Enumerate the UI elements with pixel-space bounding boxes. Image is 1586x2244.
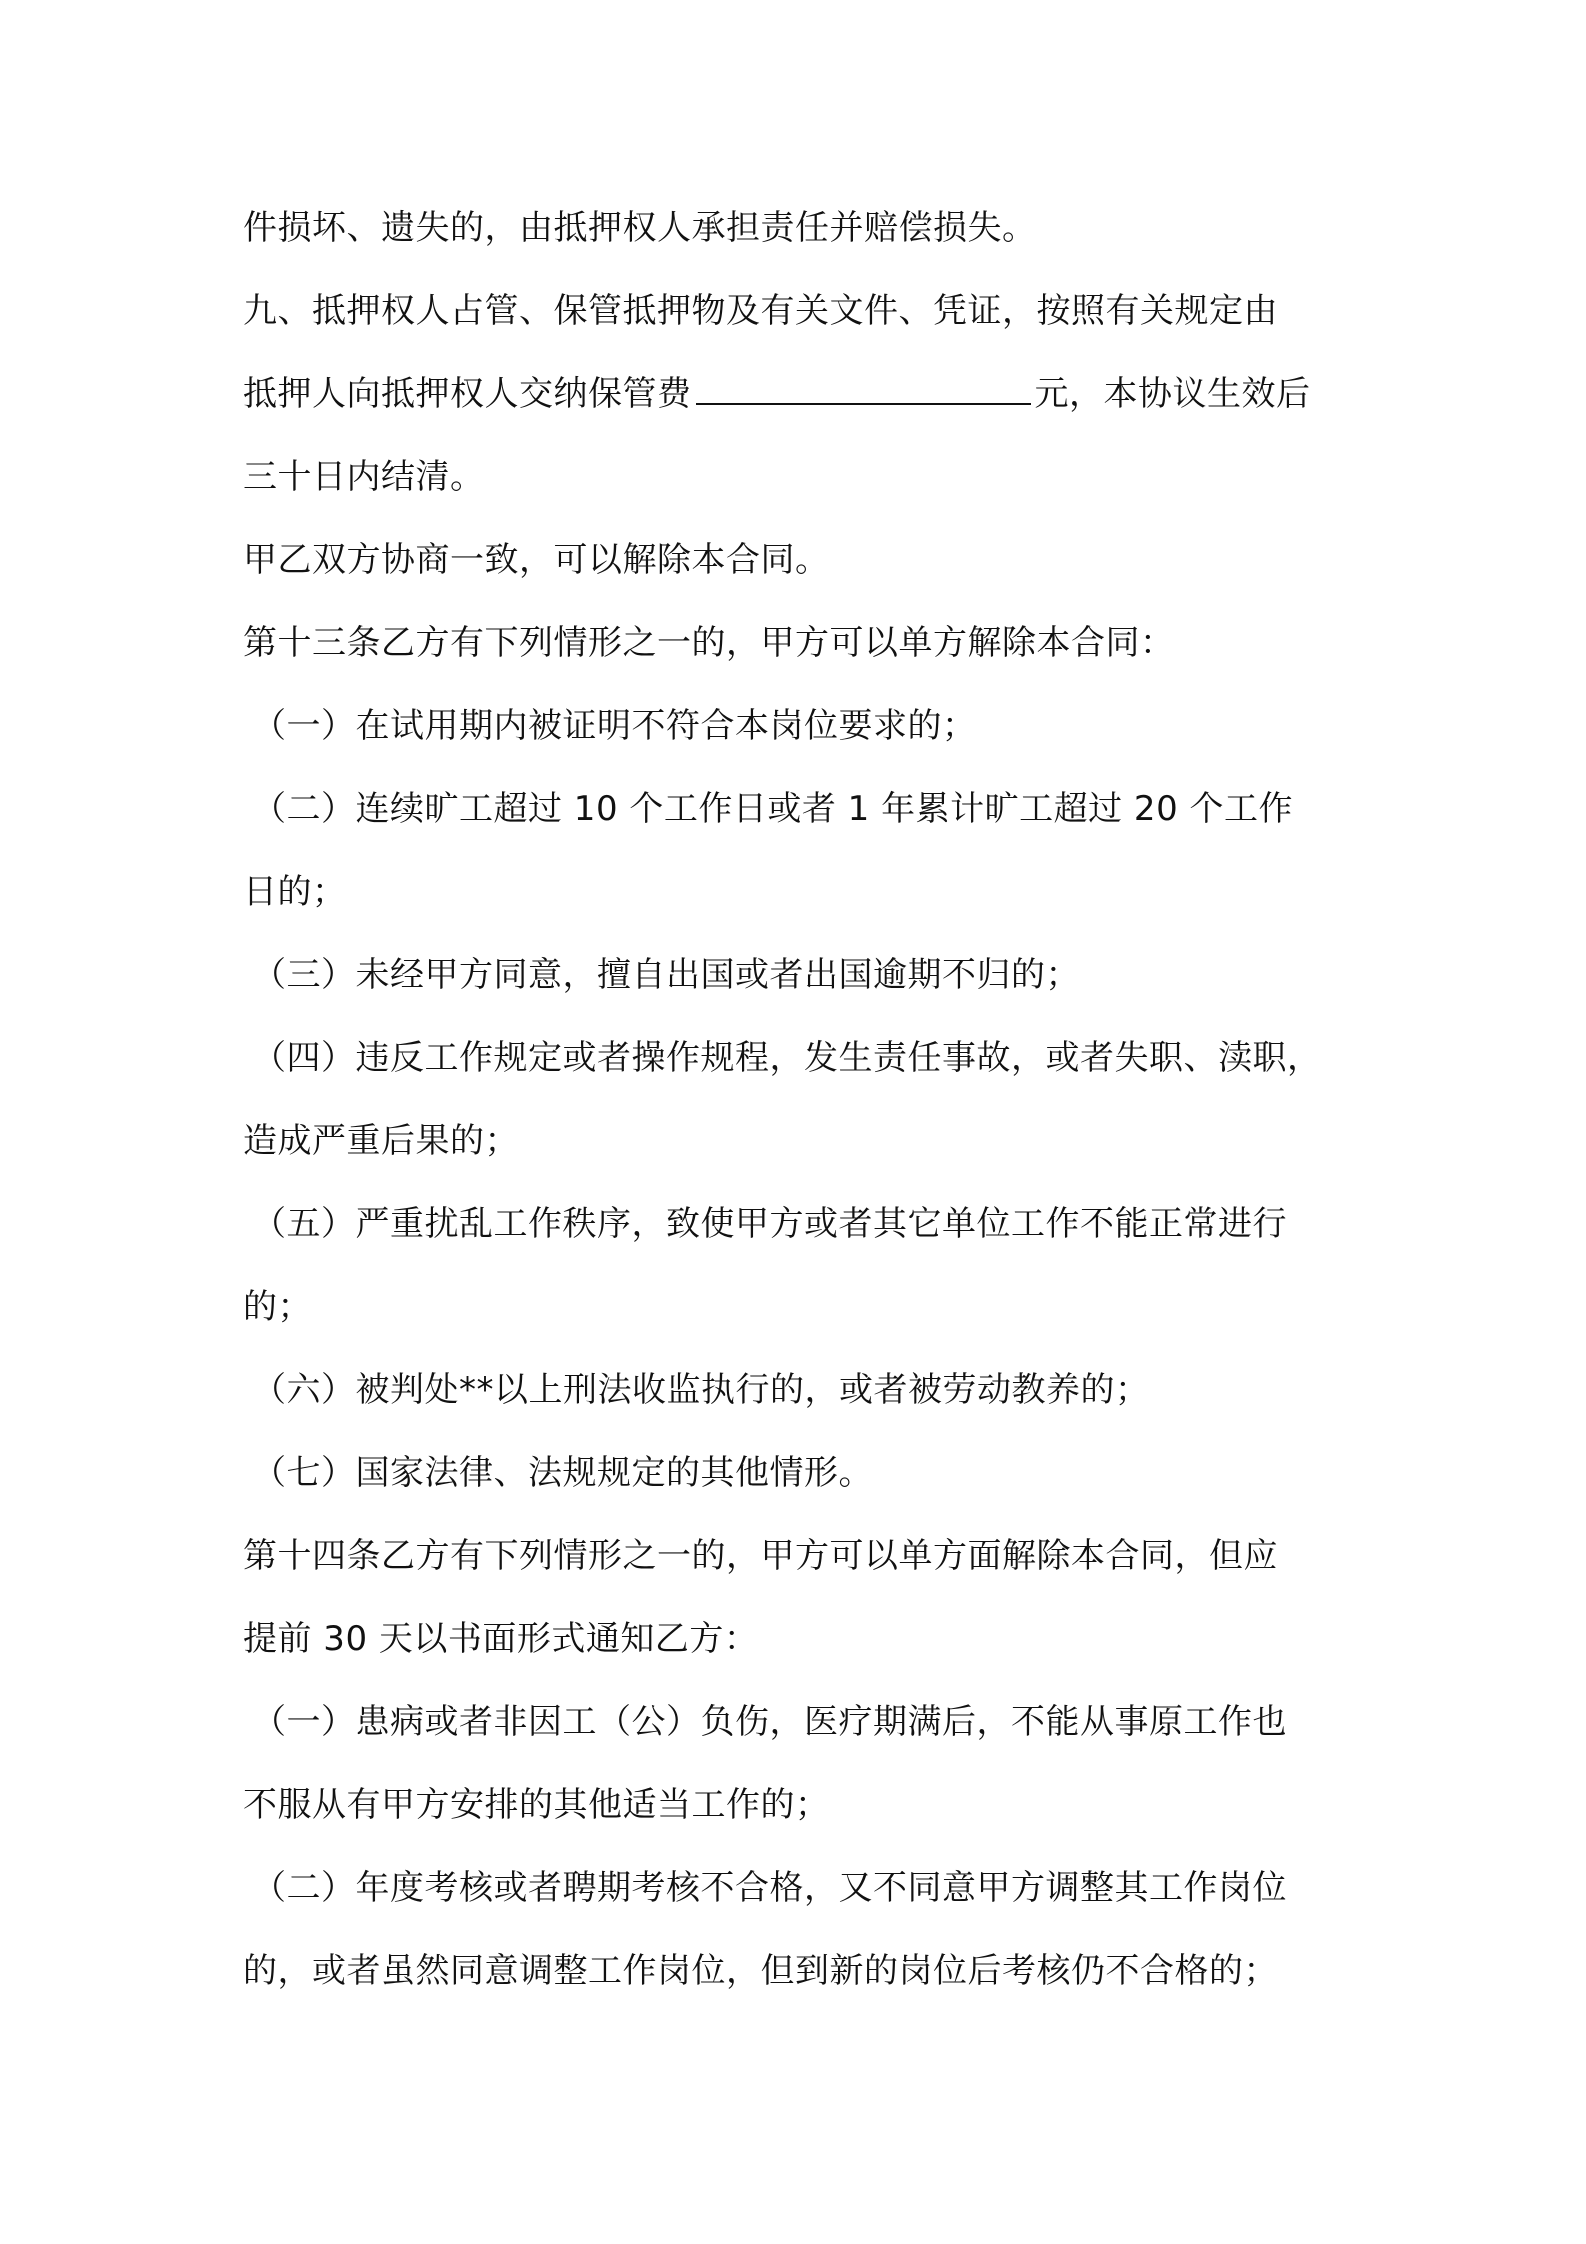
text-line-with-blank bbox=[243, 372, 1311, 416]
text-line: 第十三条乙方有下列情形之一的，甲方可以单方解除本合同： bbox=[243, 623, 1175, 663]
text-line: （六）被判处**以上刑法收监执行的，或者被劳动教养的； bbox=[252, 1370, 1150, 1410]
text-line: （二）年度考核或者聘期考核不合格，又不同意甲方调整其工作岗位 bbox=[252, 1868, 1287, 1908]
text-line: （一）患病或者非因工（公）负伤，医疗期满后，不能从事原工作也 bbox=[252, 1702, 1287, 1742]
text-line: 甲乙双方协商一致，可以解除本合同。 bbox=[243, 540, 830, 580]
text-line: （七）国家法律、法规规定的其他情形。 bbox=[252, 1453, 873, 1493]
text-line: （三）未经甲方同意，擅自出国或者出国逾期不归的； bbox=[252, 955, 1080, 995]
text-line: 日的； bbox=[243, 872, 347, 912]
text-line: （五）严重扰乱工作秩序，致使甲方或者其它单位工作不能正常进行 bbox=[252, 1204, 1287, 1244]
text-line: 不服从有甲方安排的其他适当工作的； bbox=[243, 1785, 830, 1825]
text-line: 三十日内结清。 bbox=[243, 457, 485, 497]
text-line: 九、抵押权人占管、保管抵押物及有关文件、凭证，按照有关规定由 bbox=[243, 291, 1278, 331]
text-line: 件损坏、遗失的，由抵押权人承担责任并赔偿损失。 bbox=[243, 208, 1037, 248]
text-line: （二）连续旷工超过 10 个工作日或者 1 年累计旷工超过 20 个工作 bbox=[252, 789, 1294, 829]
text-line: 造成严重后果的； bbox=[243, 1121, 519, 1161]
text-line: 的； bbox=[243, 1287, 312, 1327]
fill-in-blank bbox=[696, 373, 1031, 405]
text-line: 第十四条乙方有下列情形之一的，甲方可以单方面解除本合同，但应 bbox=[243, 1536, 1278, 1576]
text-segment: 元，本协议生效后 bbox=[1034, 374, 1311, 414]
text-line: （一）在试用期内被证明不符合本岗位要求的； bbox=[252, 706, 977, 746]
text-line: 的，或者虽然同意调整工作岗位，但到新的岗位后考核仍不合格的； bbox=[243, 1951, 1278, 1991]
text-line: （四）违反工作规定或者操作规程，发生责任事故，或者失职、渎职， bbox=[252, 1038, 1322, 1078]
text-segment: 抵押人向抵押权人交纳保管费 bbox=[243, 374, 692, 414]
text-line: 提前 30 天以书面形式通知乙方： bbox=[243, 1619, 759, 1659]
